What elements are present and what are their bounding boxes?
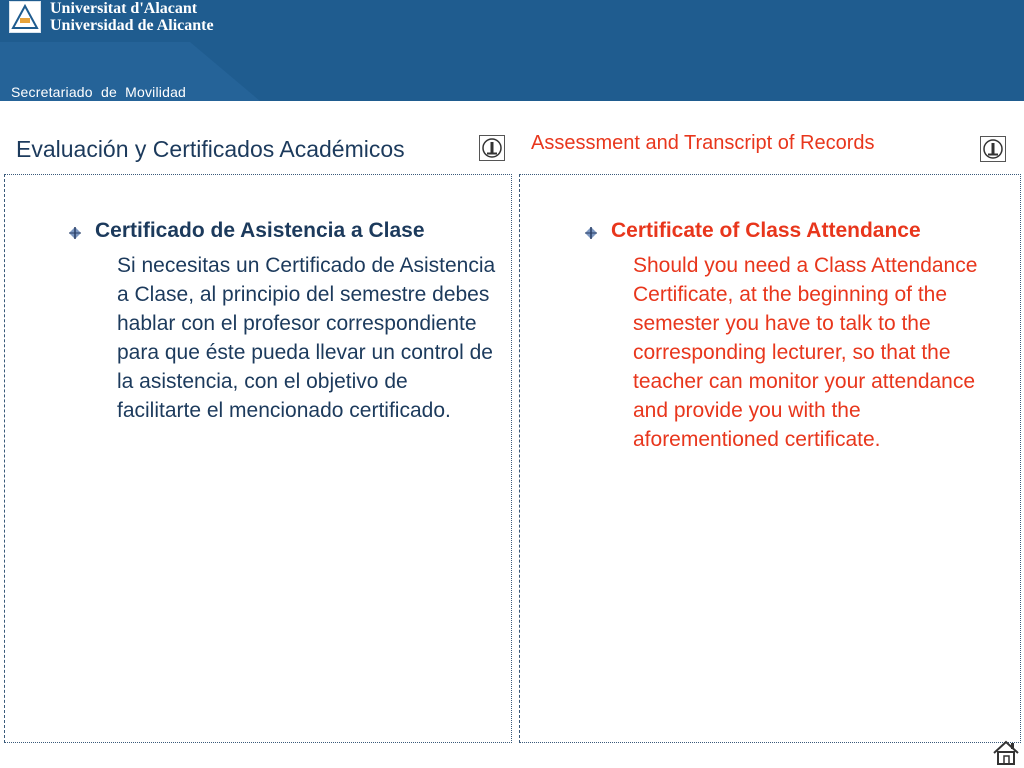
item-heading-english: Certificate of Class Attendance (611, 219, 921, 242)
diamond-bullet-icon (69, 227, 81, 239)
item-body-spanish: Si necesitas un Certificado de Asistencia a Clase, al principio del semestre debes hablar con el profesor correspondiente para que éste pueda llevar un control de la asistencia, con el objetivo de facilitarte el mencionado certificado. (117, 254, 496, 422)
list-item-spanish (69, 218, 425, 244)
info-flag-icon[interactable] (980, 136, 1006, 162)
header-banner (0, 0, 1024, 101)
home-icon[interactable] (992, 740, 1020, 766)
section-title-english: Assessment and Transcript of Records (531, 132, 875, 154)
info-flag-icon[interactable] (479, 135, 505, 161)
office-name: Secretariado de Movilidad (11, 84, 187, 100)
diamond-bullet-icon (585, 227, 597, 239)
university-name-line1: Universitat d'Alacant (50, 0, 198, 17)
item-body-english: Should you need a Class Attendance Certificate, at the beginning of the semester you have to talk to the corresponding lecturer, so that the teacher can monitor your attendance and provide you with the aforementioned certificate. (633, 254, 978, 451)
section-title-spanish: Evaluación y Certificados Académicos (16, 136, 405, 162)
item-heading-spanish: Certificado de Asistencia a Clase (95, 219, 425, 242)
university-logo-icon[interactable] (9, 1, 41, 33)
list-item-english (585, 218, 921, 244)
university-name (50, 0, 214, 34)
university-name-line2: Universidad de Alicante (50, 17, 214, 34)
